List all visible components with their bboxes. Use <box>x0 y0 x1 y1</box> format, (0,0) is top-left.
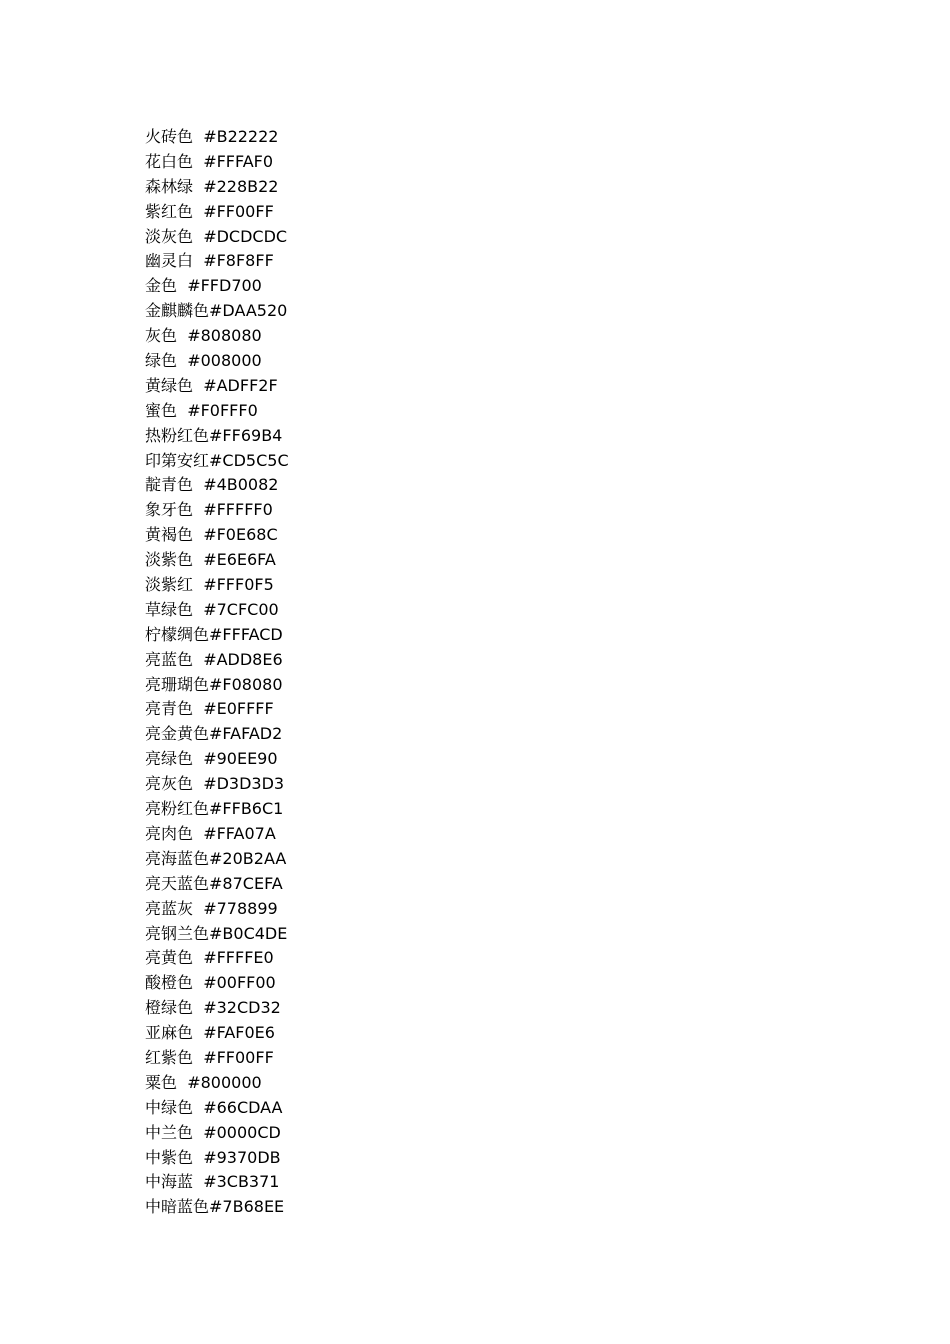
color-row <box>145 1121 289 1146</box>
color-row <box>145 349 289 374</box>
color-name: 灰色 <box>145 326 188 346</box>
color-hex-code: #87CEFA <box>209 873 283 893</box>
color-hex-code: #00FF00 <box>203 973 276 993</box>
color-name: 亮肉色 <box>145 823 204 843</box>
color-name: 印第安红 <box>145 450 210 470</box>
color-name: 亮珊瑚色 <box>145 674 210 694</box>
color-row <box>145 449 289 474</box>
color-hex-code: #FF69B4 <box>209 425 283 445</box>
color-hex-code: #FFFACD <box>209 624 283 644</box>
color-hex-code: #4B0082 <box>203 475 279 495</box>
color-hex-code: #CD5C5C <box>209 450 289 470</box>
color-name: 火砖色 <box>145 127 204 146</box>
color-hex-code: #32CD32 <box>203 998 281 1018</box>
color-row <box>145 922 289 947</box>
color-name: 中暗蓝色 <box>145 1197 210 1217</box>
color-row <box>145 1071 289 1096</box>
color-row <box>145 573 289 598</box>
color-name: 淡紫红 <box>145 575 204 595</box>
color-hex-code: #FFD700 <box>187 276 262 296</box>
color-name: 紫红色 <box>145 201 204 221</box>
color-list <box>145 125 289 1220</box>
color-name: 橙绿色 <box>145 998 204 1018</box>
color-hex-code: #7B68EE <box>209 1197 285 1217</box>
color-row <box>145 673 289 698</box>
color-row <box>145 324 289 349</box>
color-row <box>145 598 289 623</box>
color-name: 红紫色 <box>145 1047 204 1067</box>
color-hex-code: #F0FFF0 <box>187 400 258 420</box>
color-row <box>145 697 289 722</box>
color-hex-code: #FFB6C1 <box>209 799 284 819</box>
color-hex-code: #F8F8FF <box>203 251 274 271</box>
color-name: 亮钢兰色 <box>145 923 210 943</box>
color-name: 幽灵白 <box>145 251 204 271</box>
color-hex-code: #DAA520 <box>209 301 288 321</box>
color-name: 亮海蓝色 <box>145 848 210 868</box>
color-row <box>145 897 289 922</box>
color-hex-code: #20B2AA <box>209 848 287 868</box>
color-name: 金麒麟色 <box>145 301 210 321</box>
color-name: 亮青色 <box>145 699 204 719</box>
color-hex-code: #66CDAA <box>203 1097 283 1117</box>
color-name: 亮金黄色 <box>145 724 210 744</box>
color-hex-code: #800000 <box>187 1072 262 1092</box>
color-row <box>145 548 289 573</box>
color-row <box>145 1195 289 1220</box>
color-hex-code: #008000 <box>187 351 262 371</box>
color-name: 亮灰色 <box>145 774 204 794</box>
color-row <box>145 399 289 424</box>
color-hex-code: #808080 <box>187 326 262 346</box>
color-hex-code: #90EE90 <box>203 749 278 769</box>
color-row <box>145 274 289 299</box>
color-name: 热粉红色 <box>145 425 210 445</box>
color-hex-code: #7CFC00 <box>203 599 279 619</box>
color-name: 靛青色 <box>145 475 204 495</box>
color-row <box>145 623 289 648</box>
color-row <box>145 847 289 872</box>
color-name: 亚麻色 <box>145 1023 204 1043</box>
color-name: 亮蓝灰 <box>145 898 204 918</box>
color-name: 中兰色 <box>145 1122 204 1142</box>
color-name: 亮蓝色 <box>145 649 204 669</box>
color-row <box>145 473 289 498</box>
color-name: 亮天蓝色 <box>145 873 210 893</box>
color-name: 酸橙色 <box>145 973 204 993</box>
color-row <box>145 1146 289 1171</box>
color-hex-code: #0000CD <box>203 1122 281 1142</box>
color-hex-code: #778899 <box>203 898 278 918</box>
color-hex-code: #F0E68C <box>203 525 278 545</box>
color-row <box>145 150 289 175</box>
color-hex-code: #FF00FF <box>203 201 274 221</box>
color-name: 蜜色 <box>145 400 188 420</box>
color-row <box>145 299 289 324</box>
color-row <box>145 747 289 772</box>
color-name: 亮黄色 <box>145 948 204 968</box>
color-name: 中紫色 <box>145 1147 204 1167</box>
color-hex-code: #FF00FF <box>203 1047 274 1067</box>
color-row <box>145 225 289 250</box>
color-name: 象牙色 <box>145 500 204 520</box>
color-row <box>145 200 289 225</box>
color-name: 中海蓝 <box>145 1172 204 1192</box>
color-hex-code: #FFFFE0 <box>203 948 274 968</box>
color-name: 森林绿 <box>145 176 204 196</box>
color-row <box>145 822 289 847</box>
color-name: 黄绿色 <box>145 375 204 395</box>
color-hex-code: #ADD8E6 <box>203 649 283 669</box>
color-name: 淡灰色 <box>145 226 204 246</box>
color-name: 黄褐色 <box>145 525 204 545</box>
color-row <box>145 374 289 399</box>
color-hex-code: #FFFAF0 <box>203 151 274 171</box>
color-name: 亮绿色 <box>145 749 204 769</box>
color-hex-code: #FFF0F5 <box>203 575 274 595</box>
color-hex-code: #ADFF2F <box>203 375 278 395</box>
color-name: 淡紫色 <box>145 550 204 570</box>
color-row <box>145 1021 289 1046</box>
color-row <box>145 971 289 996</box>
color-name: 绿色 <box>145 351 188 371</box>
color-hex-code: #3CB371 <box>203 1172 280 1192</box>
color-hex-code: #D3D3D3 <box>203 774 285 794</box>
color-hex-code: #DCDCDC <box>203 226 288 246</box>
color-hex-code: #228B22 <box>203 176 279 196</box>
color-row <box>145 1096 289 1121</box>
color-row <box>145 498 289 523</box>
color-row <box>145 797 289 822</box>
color-hex-code: #E6E6FA <box>203 550 276 570</box>
color-row <box>145 125 289 150</box>
color-hex-code: #B22222 <box>203 127 279 146</box>
color-hex-code: #F08080 <box>209 674 283 694</box>
color-row <box>145 424 289 449</box>
color-hex-code: #FAF0E6 <box>203 1023 275 1043</box>
color-name: 草绿色 <box>145 599 204 619</box>
color-row <box>145 523 289 548</box>
color-row <box>145 1046 289 1071</box>
color-row <box>145 1170 289 1195</box>
color-row <box>145 722 289 747</box>
color-row <box>145 872 289 897</box>
color-hex-code: #FAFAD2 <box>209 724 283 744</box>
color-row <box>145 772 289 797</box>
color-name: 柠檬绸色 <box>145 624 210 644</box>
color-row <box>145 946 289 971</box>
color-hex-code: #FFA07A <box>203 823 276 843</box>
color-row <box>145 175 289 200</box>
color-row <box>145 996 289 1021</box>
color-hex-code: #B0C4DE <box>209 923 288 943</box>
color-row <box>145 249 289 274</box>
color-name: 粟色 <box>145 1072 188 1092</box>
color-name: 花白色 <box>145 151 204 171</box>
color-name: 金色 <box>145 276 188 296</box>
color-name: 亮粉红色 <box>145 799 210 819</box>
color-hex-code: #9370DB <box>203 1147 281 1167</box>
color-hex-code: #E0FFFF <box>203 699 274 719</box>
color-hex-code: #FFFFF0 <box>203 500 273 520</box>
color-row <box>145 648 289 673</box>
color-name: 中绿色 <box>145 1097 204 1117</box>
